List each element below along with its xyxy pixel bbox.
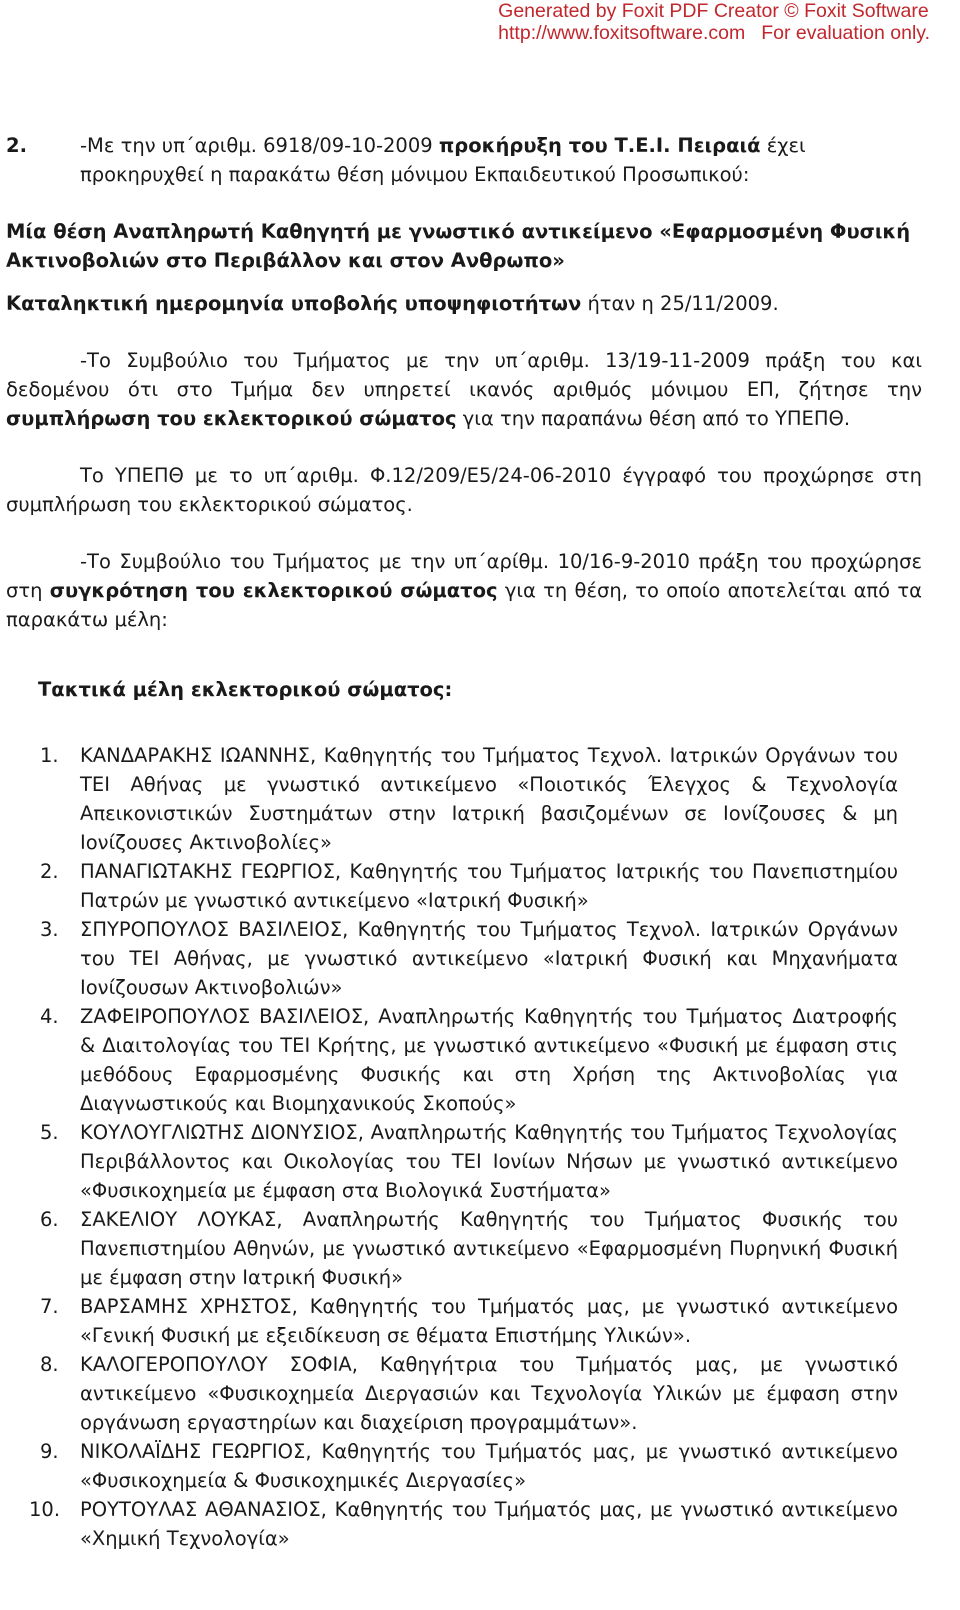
watermark-url-line [498,22,930,44]
p3-text-a: -Το Συμβούλιο του Τμήματος με την υπ΄αρίθμ. 10/16-9-2010 πράξη του προχώρησε στη [6,550,922,602]
p3-text-b: για τη θέση, το οποίο αποτελείται από τα παρακάτω μέλη: [6,579,922,631]
list-item [6,1437,922,1495]
list-item-number: 7. [40,1295,59,1318]
list-item-text: ΒΑΡΣΑΜΗΣ ΧΡΗΣΤΟΣ, Καθηγητής του Τμήματός μας, με γνωστικό αντικείμενο «Γενική Φυσική με εξειδίκευση σε θέματα Επιστήμης Υλικών». [80,1295,898,1347]
list-item-number: 2. [40,860,59,883]
deadline-paragraph [6,289,922,318]
section-intro-text [80,131,922,189]
list-item-text: ΠΑΝΑΓΙΩΤΑΚΗΣ ΓΕΩΡΓΙΟΣ, Καθηγητής του Τμήματος Ιατρικής του Πανεπιστημίου Πατρών με γνωστικό αντικείμενο «Ιατρική Φυσική» [80,860,898,912]
p1-bold: συμπλήρωση του εκλεκτορικού σώματος [6,407,457,430]
list-item-number: 3. [40,918,59,941]
list-item-number: 10. [29,1498,61,1521]
p1-text-a: -Το Συμβούλιο του Τμήματος με την υπ΄αριθμ. 13/19-11-2009 πράξη του και δεδομένου ότι στο Τμήμα δεν υπηρετεί ικανός αριθμός μόνιμου ΕΠ, ζήτησε την [6,349,922,401]
list-item-number: 1. [40,744,59,767]
members-list [6,741,922,1553]
list-item-text: ΣΠΥΡΟΠΟΥΛΟΣ ΒΑΣΙΛΕΙΟΣ, Καθηγητής του Τμήματος Τεχνολ. Ιατρικών Οργάνων του ΤΕΙ Αθήνας, με γνωστικό αντικείμενο «Ιατρική Φυσική και Μηχανήματα Ιονίζουσων Ακτινοβολιών» [80,918,898,999]
ministry-paragraph: Το ΥΠΕΠΘ με το υπ΄αριθμ. Φ.12/209/Ε5/24-06-2010 έγγραφό του προχώρησε στη συμπλήρωση του εκλεκτορικού σώματος. [6,464,922,516]
list-item-text: ΖΑΦΕΙΡΟΠΟΥΛΟΣ ΒΑΣΙΛΕΙΟΣ, Αναπληρωτής Καθηγητής του Τμήματος Διατροφής & Διαιτολογίας του ΤΕΙ Κρήτης, με γνωστικό αντικείμενο «Φυσική με έμφαση στις μεθόδους Εφαρμοσμένης Φυσικής και στη Χρήση της Ακτινοβολίας για Διαγνωστικούς και Βιομηχανικούς Σκοπούς» [80,1005,898,1115]
intro-prefix: -Με την υπ΄αριθμ. 6918/09-10-2009 [80,134,439,157]
list-item [6,1350,922,1437]
members-heading: Τακτικά μέλη εκλεκτορικού σώματος: [38,678,453,701]
list-item-text: ΣΑΚΕΛΙΟΥ ΛΟΥΚΑΣ, Αναπληρωτής Καθηγητής του Τμήματος Φυσικής του Πανεπιστημίου Αθηνών, με γνωστικό αντικείμενο «Εφαρμοσμένη Πυρηνική Φυσική με έμφαση στην Ιατρική Φυσική» [80,1208,898,1289]
list-item [6,741,922,857]
list-item [6,1118,922,1205]
intro-suffix: έχει προκηρυχθεί η παρακάτω θέση μόνιμου Εκπαιδευτικού Προσωπικού: [80,134,806,186]
watermark-eval-note: For evaluation only. [761,22,930,44]
deadline-text: ήταν η 25/11/2009. [581,292,779,315]
list-item [6,857,922,915]
list-item-number: 4. [40,1005,59,1028]
foxit-watermark [498,0,930,44]
list-item [6,915,922,1002]
list-item-number: 6. [40,1208,59,1231]
list-item-text: ΚΑΝΔΑΡΑΚΗΣ ΙΩΑΝΝΗΣ, Καθηγητής του Τμήματος Τεχνολ. Ιατρικών Οργάνων του ΤΕΙ Αθήνας με γνωστικό αντικείμενο «Ποιοτικός Έλεγχος & Τεχνολογία Απεικονιστικών Συστημάτων στην Ιατρική βασιζομένων σε Ιονίζουσες & μη Ιονίζουσες Ακτινοβολίες» [80,744,898,854]
position-title: Μία θέση Αναπληρωτή Καθηγητή με γνωστικό αντικείμενο «Εφαρμοσμένη Φυσική Ακτινοβολιών στο Περιβάλλον και στον Ανθρωπο» [6,220,911,272]
list-item-number: 5. [40,1121,59,1144]
list-item-text: ΚΟΥΛΟΥΓΛΙΩΤΗΣ ΔΙΟΝΥΣΙΟΣ, Αναπληρωτής Καθηγητής του Τμήματος Τεχνολογίας Περιβάλλοντος και Οικολογίας του ΤΕΙ Ιονίων Νήσων με γνωστικό αντικείμενο «Φυσικοχημεία με έμφαση στα Βιολογικά Συστήματα» [80,1121,898,1202]
deadline-label: Καταληκτική ημερομηνία υποβολής υποψηφιοτήτων [6,292,582,315]
section-intro [6,131,922,189]
intro-bold: προκήρυξη του Τ.Ε.Ι. Πειραιά [438,134,761,157]
list-item [6,1292,922,1350]
list-item-text: ΝΙΚΟΛΑΪΔΗΣ ΓΕΩΡΓΙΟΣ, Καθηγητής του Τμήματός μας, με γνωστικό αντικείμενο «Φυσικοχημεία & Φυσικοχημικές Διεργασίες» [80,1440,898,1492]
council-formation-paragraph [6,547,922,634]
watermark-generated-line: Generated by Foxit PDF Creator © Foxit Software [498,0,929,22]
list-item-number: 8. [40,1353,59,1376]
list-item [6,1205,922,1292]
list-item-text: ΚΑΛΟΓΕΡΟΠΟΥΛΟΥ ΣΟΦΙΑ, Καθηγήτρια του Τμήματός μας, με γνωστικό αντικείμενο «Φυσικοχημεία Διεργασιών και Τεχνολογία Υλικών με έμφαση στην οργάνωση εργαστηρίων και διαχείριση προγραμμάτων». [80,1353,898,1434]
section-number: 2. [6,134,27,157]
document-page [6,131,922,1553]
list-item-number: 9. [40,1440,59,1463]
watermark-url[interactable]: http://www.foxitsoftware.com [498,22,746,44]
list-item-text: ΡΟΥΤΟΥΛΑΣ ΑΘΑΝΑΣΙΟΣ, Καθηγητής του Τμήματός μας, με γνωστικό αντικείμενο «Χημική Τεχνολογία» [80,1498,898,1550]
list-item [6,1002,922,1118]
council-request-paragraph [6,346,922,433]
p1-text-b: για την παραπάνω θέση από το ΥΠΕΠΘ. [456,407,851,430]
p3-bold: συγκρότηση του εκλεκτορικού σώματος [49,579,498,602]
list-item [6,1495,922,1553]
